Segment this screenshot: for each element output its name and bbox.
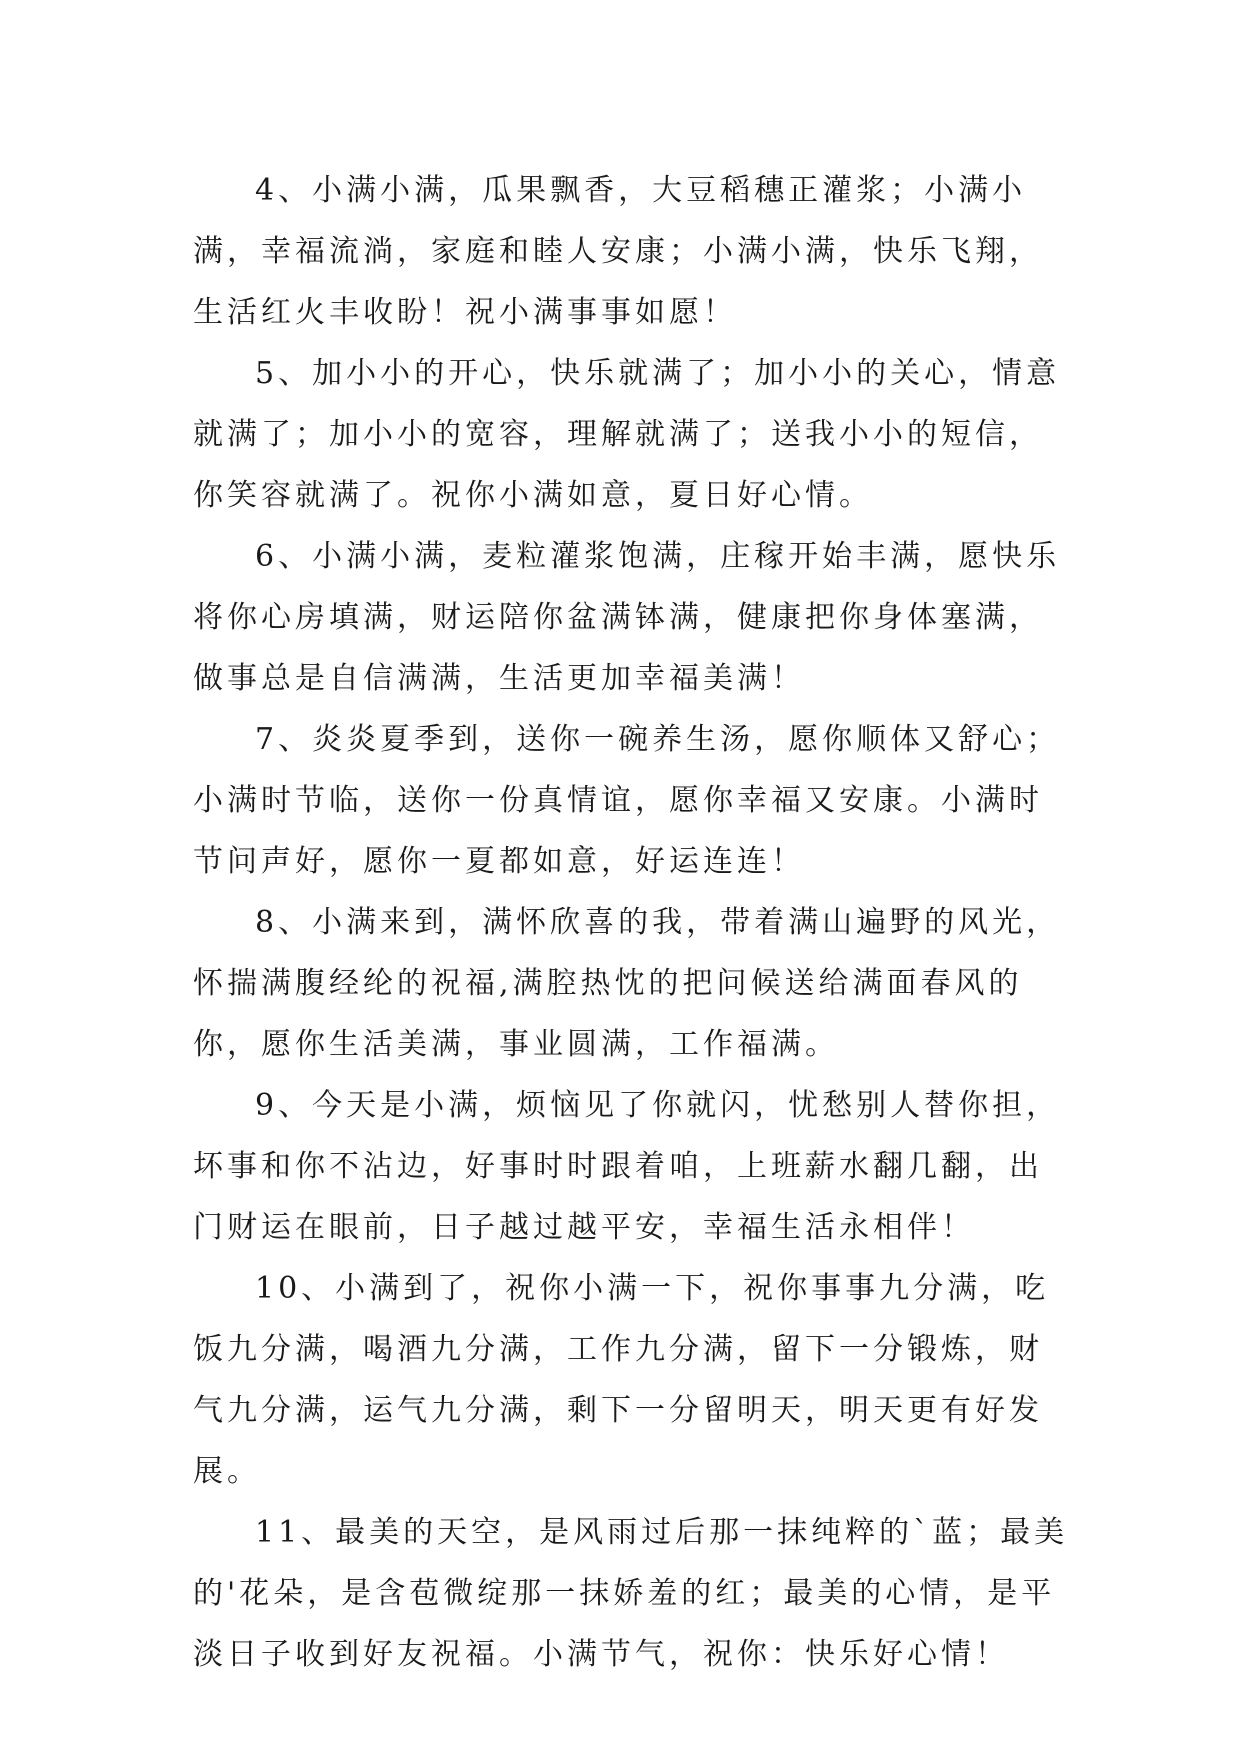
- paragraph-4: 4、小满小满，瓜果飘香，大豆稻穗正灌浆；小满小满，幸福流淌，家庭和睦人安康；小满小满，快乐飞翔，生活红火丰收盼！祝小满事事如愿！: [193, 173, 1043, 330]
- document-body: [193, 160, 1073, 1685]
- paragraph-10: 10、小满到了，祝你小满一下，祝你事事九分满，吃饭九分满，喝酒九分满，工作九分满，留下一分锻炼，财气九分满，运气九分满，剩下一分留明天，明天更有好发展。: [193, 1271, 1050, 1489]
- paragraph-9: 9、今天是小满，烦恼见了你就闪，忧愁别人替你担，坏事和你不沾边，好事时时跟着咱，上班薪水翻几翻，出门财运在眼前，日子越过越平安，幸福生活永相伴！: [193, 1088, 1061, 1245]
- paragraph-11: 11、最美的天空，是风雨过后那一抹纯粹的`蓝；最美的'花朵，是含苞微绽那一抹娇羞的红；最美的心情，是平淡日子收到好友祝福。小满节气，祝你：快乐好心情！: [193, 1515, 1069, 1672]
- paragraph-7: 7、炎炎夏季到，送你一碗养生汤，愿你顺体又舒心；小满时节临，送你一份真情谊，愿你幸福又安康。小满时节问声好，愿你一夏都如意，好运连连！: [193, 722, 1061, 879]
- paragraph-5: 5、加小小的开心，快乐就满了；加小小的关心，情意就满了；加小小的宽容，理解就满了；送我小小的短信，你笑容就满了。祝你小满如意，夏日好心情。: [193, 356, 1061, 513]
- paragraph-6: 6、小满小满，麦粒灌浆饱满，庄稼开始丰满，愿快乐将你心房填满，财运陪你盆满钵满，健康把你身体塞满，做事总是自信满满，生活更加幸福美满！: [193, 539, 1061, 696]
- paragraph-8: 8、小满来到，满怀欣喜的我，带着满山遍野的风光，怀揣满腹经纶的祝福,满腔热忱的把问候送给满面春风的你，愿你生活美满，事业圆满，工作福满。: [193, 905, 1061, 1062]
